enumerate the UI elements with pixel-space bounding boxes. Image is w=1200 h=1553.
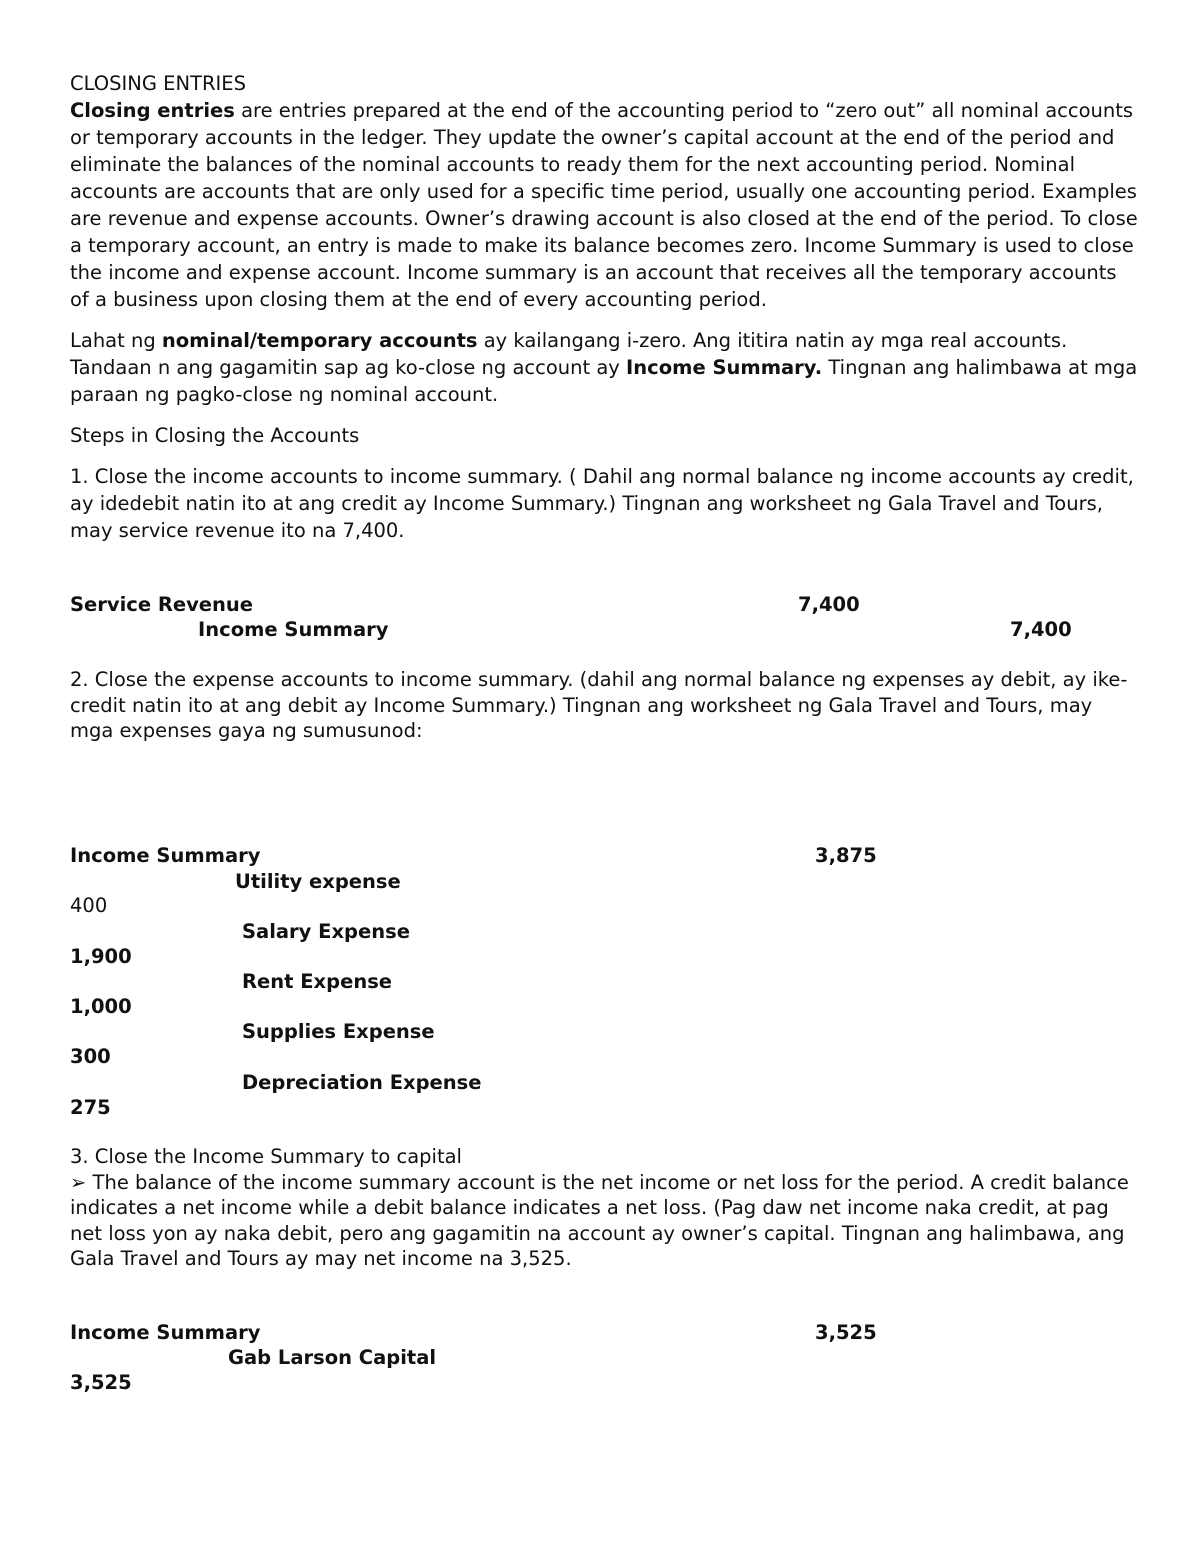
bullet-arrow-icon: ➢ (70, 1170, 87, 1194)
entry2-credit-amount: 275 (70, 1096, 111, 1119)
entry2-credit-amount: 1,900 (70, 945, 132, 968)
entry2-credit-account: Depreciation Expense (242, 1071, 482, 1094)
entry1-credit-amount: 7,400 (1010, 618, 1072, 641)
entry3-credit-account: Gab Larson Capital (228, 1346, 437, 1369)
tagalog-bold-2: Income Summary. (626, 356, 823, 379)
tagalog-text-1: Lahat ng (70, 329, 162, 352)
entry1-debit-account: Service Revenue (70, 593, 254, 616)
step-3-text: The balance of the income summary account is the net income or net loss for the period. A credit balance indicates a net income while a debit balance indicates a net loss. (Pag daw net income naka credit, at pag net loss yon ay naka debit, pero ang gagamitin na account ay owner’s capital. Tingnan ang halimbawa, ang Gala Travel and Tours ay may net income na 3,525. (70, 1170, 1129, 1270)
entry2-credit-account: Salary Expense (242, 920, 410, 943)
entry2-credit-account: Supplies Expense (242, 1020, 435, 1043)
step-3-title: 3. Close the Income Summary to capital (70, 1145, 462, 1168)
entry2-debit-amount: 3,875 (815, 844, 877, 867)
entry3-debit-amount: 3,525 (815, 1321, 877, 1344)
entry1-debit-amount: 7,400 (798, 593, 860, 616)
entry2-credit-amount: 300 (70, 1045, 111, 1068)
entry2-credit-amount: 400 (70, 894, 108, 917)
tagalog-text-2: ay kailangang i-zero. Ang ititira natin ay mga real accounts. Tandaan n ang gagamitin sap ag ko-close ng account ay (70, 329, 1068, 379)
steps-heading: Steps in Closing the Accounts (70, 424, 360, 447)
intro-text: are entries prepared at the end of the accounting period to “zero out” all nominal accounts or temporary accounts in the ledger. They update the owner’s capital account at the end of the period and eliminate the balances of the nominal accounts to ready them for the next accounting period. Nominal accounts are accounts that are only used for a specific time period, usually one accounting period. Examples are revenue and expense accounts. Owner’s drawing account is also closed at the end of the period. To close a temporary account, an entry is made to make its balance becomes zero. Income Summary is used to close the income and expense account. Income summary is an account that receives all the temporary accounts of a business upon closing them at the end of every accounting period. (70, 99, 1138, 311)
entry2-credit-amount: 1,000 (70, 995, 132, 1018)
intro-paragraph (70, 97, 1140, 313)
step-1: 1. Close the income accounts to income summary. ( Dahil ang normal balance ng income accounts ay credit, ay idedebit natin ito at ang credit ay Income Summary.) Tingnan ang worksheet ng Gala Travel and Tours, may service revenue ito na 7,400. (70, 465, 1134, 542)
entry2-credit-account: Utility expense (235, 870, 401, 893)
entry1-credit-account: Income Summary (198, 618, 389, 641)
document-body (70, 70, 1140, 544)
tagalog-paragraph (70, 327, 1140, 408)
tagalog-bold-1: nominal/temporary accounts (161, 329, 478, 352)
step-2: 2. Close the expense accounts to income summary. (dahil ang normal balance ng expenses ay debit, ay ike-credit natin ito at ang debit ay Income Summary.) Tingnan ang worksheet ng Gala Travel and Tours, may mga expenses gaya ng sumusunod: (70, 668, 1128, 742)
entry3-credit-amount: 3,525 (70, 1371, 132, 1394)
entry2-debit-account: Income Summary (70, 844, 261, 867)
entry3-debit-account: Income Summary (70, 1321, 261, 1344)
tagalog-text-3: Tingnan ang halimbawa at mga paraan ng pagko-close ng nominal account. (70, 356, 1138, 406)
step-3 (70, 1144, 1140, 1272)
page-title: CLOSING ENTRIES (70, 72, 246, 95)
intro-lead: Closing entries (70, 99, 235, 122)
entry2-credit-account: Rent Expense (242, 970, 393, 993)
step-3-body (70, 1170, 1140, 1272)
